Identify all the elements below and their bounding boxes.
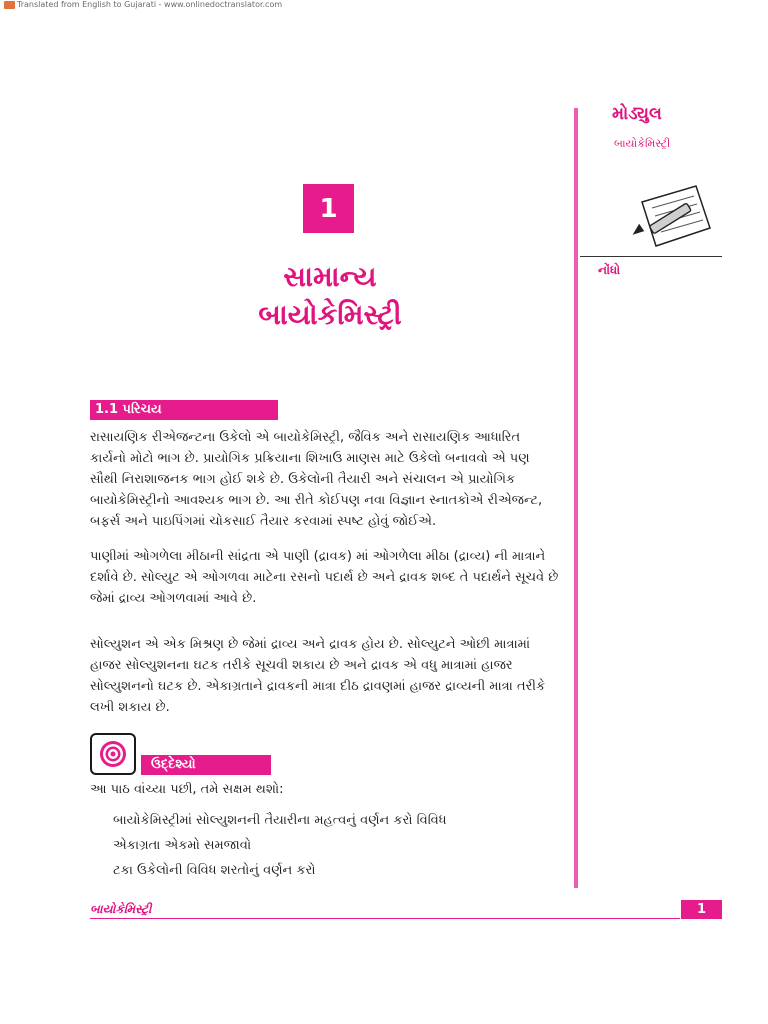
list-item: બાયોકેમિસ્ટ્રીમાં સોલ્યુશનની તૈયારીના મહત્વનું વર્ણન કરો વિવિધ xyxy=(113,813,447,828)
paragraph: રાસાયણિક રીએજન્ટના ઉકેલો એ બાયોકેમિસ્ટ્રી, જૈવિક અને રાસાયણિક આધારિત કાર્યનો મોટો ભાગ છે. પ્રાયોગિક પ્રક્રિયાના શિખાઉ માણસ માટે ઉકેલો બનાવવો એ પણ સૌથી નિરાશાજનક ભાગ હોઈ શકે છે. ઉકેલોની તૈયારી અને સંચાલન એ પ્રાયોગિક બાયોકેમિસ્ટ્રીનો આવશ્યક ભાગ છે. આ રીતે કોઈપણ નવા વિજ્ઞાન સ્નાતકોએ રીએજન્ટ, બફર્સ અને પાઇપિંગમાં ચોકસાઈ તૈયાર કરવામાં સ્પષ્ટ હોવું જોઈએ. xyxy=(90,430,543,529)
footer-title: બાયોકેમિસ્ટ્રી xyxy=(90,902,152,916)
list-item: એકાગ્રતા એકમો સમજાવો xyxy=(113,838,252,853)
translator-logo-icon xyxy=(4,1,15,9)
chapter-number: 1 xyxy=(303,184,354,233)
module-title: મોડ્યુલ xyxy=(612,104,662,124)
list-item: ટકા ઉકેલોની વિવિધ શરતોનું વર્ણન કરો xyxy=(113,863,316,878)
notepad-pencil-icon xyxy=(628,180,720,258)
chapter-title-line2: બાયોકેમિસ્ટ્રી xyxy=(258,298,402,331)
chapter-title xyxy=(150,258,510,334)
translator-banner-text[interactable]: Translated from English to Gujarati - www.onlinedoctranslator.com xyxy=(17,0,283,9)
objectives-intro: આ પાઠ વાંચ્યા પછી, તમે સક્ષમ થશો: xyxy=(90,782,284,797)
translator-banner[interactable] xyxy=(4,0,282,9)
module-subtitle: બાયોકેમિસ્ટ્રી xyxy=(614,137,671,150)
footer-rule xyxy=(90,918,680,919)
objectives-list xyxy=(113,808,447,883)
notes-rule xyxy=(580,256,722,257)
section-heading-introduction: 1.1 પરિચય xyxy=(90,400,278,420)
notes-label: નોંધો xyxy=(598,263,621,277)
paragraph: પાણીમાં ઓગળેલા મીઠાની સાંદ્રતા એ પાણી (દ્રાવક) માં ઓગળેલા મીઠા (દ્રાવ્ય) ની માત્રાને દર્શાવે છે. સોલ્યુટ એ ઓગળવા માટેના રસનો પદાર્થ છે અને દ્રાવક શબ્દ તે પદાર્થને સૂચવે છે જેમાં દ્રાવ્ય ઓગળવામાં આવે છે. xyxy=(90,549,559,606)
page-number: 1 xyxy=(681,900,722,919)
paragraph: સોલ્યુશન એ એક મિશ્રણ છે જેમાં દ્રાવ્ય અને દ્રાવક હોય છે. સોલ્યુટને ઓછી માત્રામાં હાજર સોલ્યુશનના ઘટક તરીકે સૂચવી શકાય છે અને દ્રાવક એ વધુ માત્રામાં હાજર સોલ્યુશનનો ઘટક છે. એકાગ્રતાને દ્રાવકની માત્રા દીઠ દ્રાવણમાં હાજર દ્રાવ્યની માત્રા તરીકે લખી શકાય છે. xyxy=(90,637,546,715)
chapter-title-line1: સામાન્ય xyxy=(283,260,377,293)
target-icon xyxy=(90,733,136,775)
margin-rule xyxy=(574,108,578,888)
objectives-heading: ઉદ્દેશ્યો xyxy=(141,755,271,775)
